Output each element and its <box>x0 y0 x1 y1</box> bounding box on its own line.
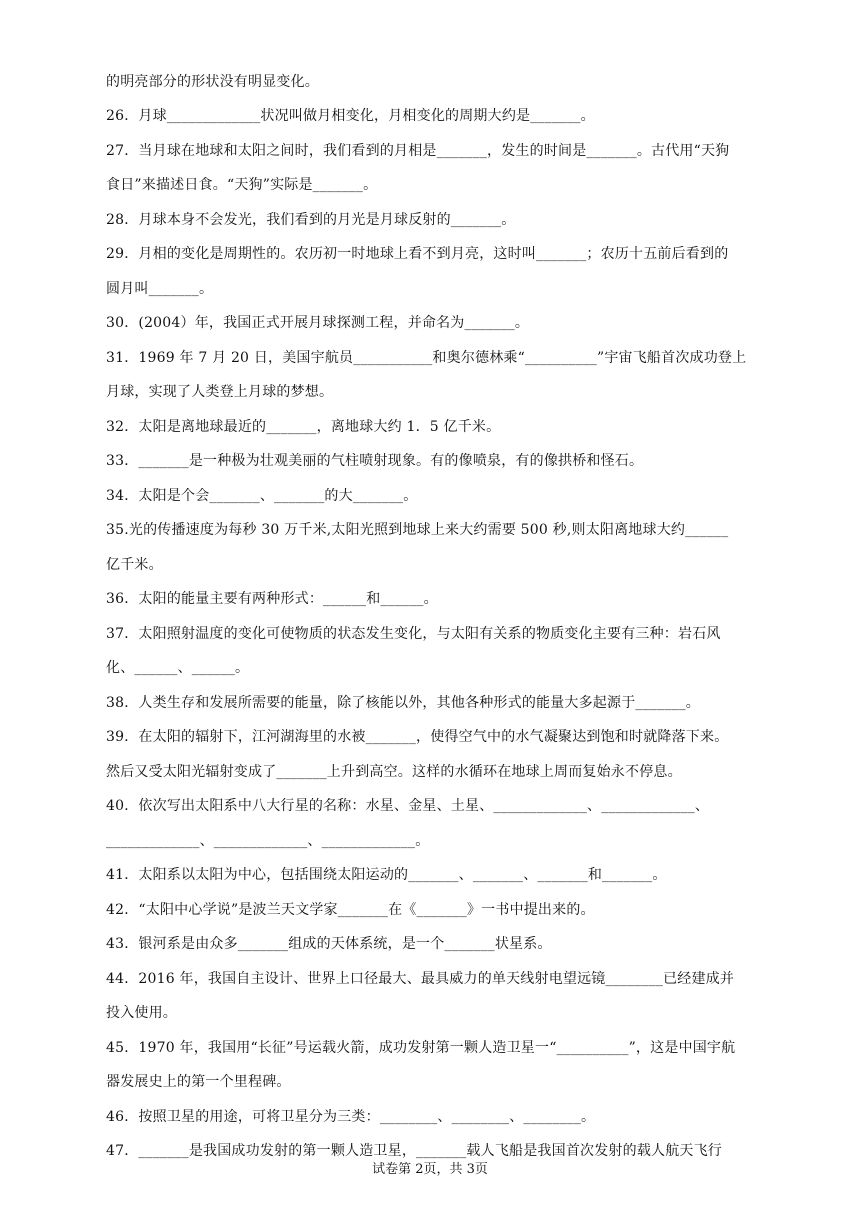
question-43: 43．银河系是由众多_______组成的天体系统，是一个_______状星系。 <box>106 936 552 952</box>
text-line: 亿千米。 <box>106 557 163 573</box>
question-26: 26．月球_____________状况叫做月相变化，月相变化的周期大约是_______。 <box>106 108 595 124</box>
text-line: 食日”来描述日食。“天狗”实际是_______。 <box>106 177 378 193</box>
question-34: 34．太阳是个会_______、_______的大_______。 <box>106 488 418 504</box>
question-32: 32．太阳是离地球最近的_______，离地球大约 1．5 亿千米。 <box>106 419 501 435</box>
question-40: 40．依次写出太阳系中八大行星的名称：水星、金星、土星、_____________、_____________、 <box>106 798 710 814</box>
text-line: 月球，实现了人类登上月球的梦想。 <box>106 384 334 400</box>
page-footer: 试卷第 2页，共 3页 <box>372 1162 488 1177</box>
question-29: 29．月相的变化是周期性的。农历初一时地球上看不到月亮，这时叫_______；农历十五前后看到的 <box>106 246 729 262</box>
question-44: 44．2016 年，我国自主设计、世界上口径最大、最具威力的单天线射电望远镜________已经建成并 <box>106 971 735 987</box>
question-30: 30．(2004）年，我国正式开展月球探测工程，并命名为_______。 <box>106 315 530 331</box>
question-38: 38．人类生存和发展所需要的能量，除了核能以外，其他各种形式的能量大多起源于_______。 <box>106 695 701 711</box>
question-31: 31．1969 年 7 月 20 日，美国宇航员___________和奥尔德林乘“__________”宇宙飞船首次成功登上 <box>106 350 747 366</box>
question-37: 37．太阳照射温度的变化可使物质的状态发生变化，与太阳有关系的物质变化主要有三种：岩石风 <box>106 626 721 642</box>
question-45: 45．1970 年，我国用“长征”号运载火箭，成功发射第一颗人造卫星一“__________”，这是中国宇航 <box>106 1040 736 1056</box>
question-46: 46．按照卫星的用途，可将卫星分为三类：________、________、________。 <box>106 1109 596 1125</box>
question-42: 42．“太阳中心学说”是波兰天文学家_______在《_______》一书中提出来的。 <box>106 902 595 918</box>
question-35: 35.光的传播速度为每秒 30 万千米,太阳光照到地球上来大约需要 500 秒,则太阳离地球大约______ <box>106 522 729 538</box>
question-39: 39．在太阳的辐射下，江河湖海里的水被_______，使得空气中的水气凝聚达到饱和时就降落下来。 <box>106 729 729 745</box>
question-28: 28．月球本身不会发光，我们看到的月光是月球反射的_______。 <box>106 212 516 228</box>
question-47: 47．_______是我国成功发射的第一颗人造卫星，_______载人飞船是我国首次发射的载人航天飞行 <box>106 1143 723 1159</box>
text-line: 化、______、______。 <box>106 660 250 676</box>
question-33: 33．_______是一种极为壮观美丽的气柱喷射现象。有的像喷泉，有的像拱桥和怪石。 <box>106 453 644 469</box>
text-line: 然后又受太阳光辐射变成了_______上升到高空。这样的水循环在地球上周而复始永不停息。 <box>106 764 682 780</box>
text-line: 的明亮部分的形状没有明显变化。 <box>106 74 319 90</box>
question-41: 41．太阳系以太阳为中心，包括围绕太阳运动的_______、_______、_______和_______。 <box>106 867 667 883</box>
text-line: _____________、_____________、_____________。 <box>106 833 430 849</box>
question-36: 36．太阳的能量主要有两种形式：______和______。 <box>106 591 438 607</box>
text-line: 器发展史上的第一个里程碑。 <box>106 1074 291 1090</box>
question-27: 27．当月球在地球和太阳之间时，我们看到的月相是_______，发生的时间是_______。古代用“天狗 <box>106 143 730 159</box>
text-line: 圆月叫_______。 <box>106 281 214 297</box>
text-line: 投入使用。 <box>106 1005 177 1021</box>
